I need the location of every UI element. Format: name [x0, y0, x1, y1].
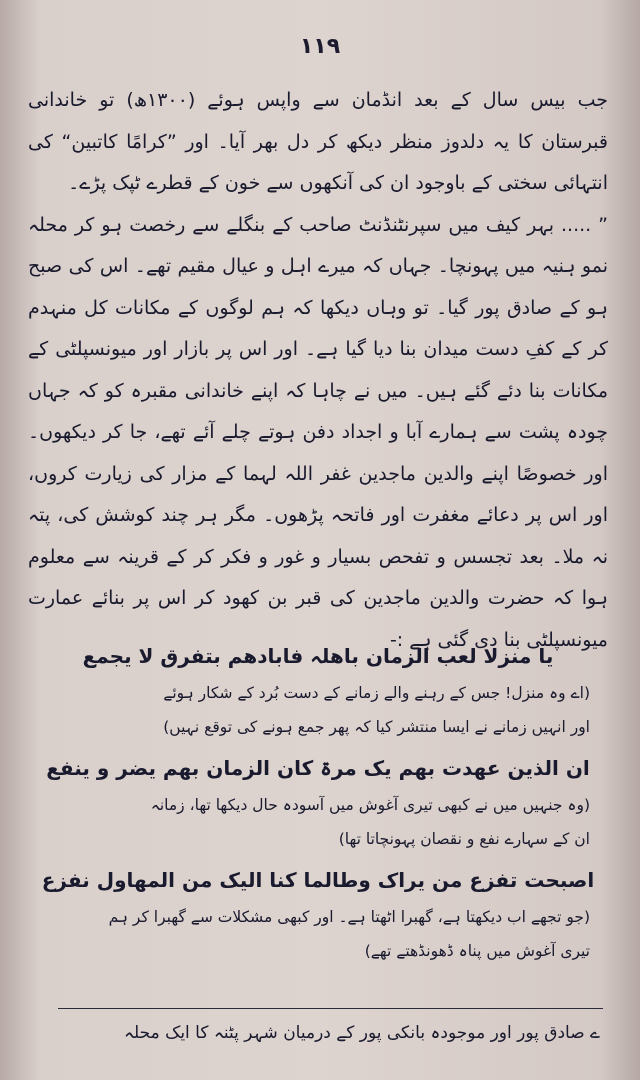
verse-translation-2a: (وہ جنہیں میں نے کبھی تیری آغوش میں آسودہ حال دیکھا تھا، زمانہ [150, 796, 590, 814]
page-number: ۱۱۹ [299, 34, 341, 59]
verse-arabic-2: ان الذین عھدت بھم یک مرۃ کان الزمان بھم یضر و ینفع [46, 756, 590, 780]
verse-arabic-1: یا منزلا لعب الزمان باھلہ فابادھم بتفرق لا یجمع [82, 644, 554, 668]
footnote: ے صادق پور اور موجودہ بانکی پور کے درمیان شہر پٹنہ کا ایک محلہ [124, 1023, 600, 1043]
verse-translation-1a: (اے وہ منزل! جس کے رہنے والے زمانے کے دست بُرد کے شکار ہوئے [163, 684, 590, 702]
main-text [28, 80, 608, 661]
paragraph-return-from-andaman: جب بیس سال کے بعد انڈمان سے واپس ہوئے (۱۳۰۰ھ) تو خاندانی قبرستان کا یہ دلدوز منظر دیکھ کر دل بھر آیا۔ اور ”کرامًا کاتبین“ کی انتہائی سختی کے باوجود ان کی آنکھوں سے خون کے قطرے ٹپک پڑے۔ [28, 89, 608, 194]
arabic-verses [36, 636, 600, 968]
footnote-divider [58, 1008, 603, 1009]
verse-translation-2b: ان کے سہارے نفع و نقصان پہونچاتا تھا) [338, 830, 590, 848]
paragraph-quoted-account: ” ..... بہر کیف میں سپرنٹنڈنٹ صاحب کے بنگلے سے رخصت ہو کر محلہ نمو ہنیہ میں پہونچا۔ جہاں کہ میرے اہل و عیال مقیم تھے۔ اس کی صبح ہو کے صادق پور گیا۔ تو وہاں دیکھا کہ ہم لوگوں کے مکانات کل منہدم کر کے کفِ دست میدان بنا دیا گیا ہے۔ اور اس پر بازار اور میونسپلٹی کے مکانات بنا دئے گئے ہیں۔ میں نے چاہا کہ اپنے خاندانی مقبرہ کو کہ جہاں چودہ پشت سے ہمارے آبا و اجداد دفن ہوتے چلے آئے تھے، جا کر دیکھوں۔ اور خصوصًا اپنے والدین ماجدین غفر اللہ لہما کے مزار کی زیارت کروں، اور اس پر دعائے مغفرت اور فاتحہ پڑھوں۔ مگر ہر چند کوشش کی، پتہ نہ ملا۔ بعد تجسس و تفحص بسیار و غور و فکر کر کے قرینہ سے معلوم ہوا کہ حضرت والدین ماجدین کی قبر بن کھود کر اس پر بنائے عمارت میونسپلٹی بنا دی گئی ہے :- [28, 213, 608, 651]
verse-translation-3a: (جو تجھے اب دیکھتا ہے، گھبرا اٹھتا ہے۔ اور کبھی مشکلات سے گھبرا کر ہم [108, 908, 590, 926]
verse-translation-1b: اور انہیں زمانے نے ایسا منتشر کیا کہ پھر جمع ہونے کی توقع نہیں) [163, 718, 590, 736]
verse-translation-3b: تیری آغوش میں پناہ ڈھونڈھتے تھے) [364, 942, 590, 960]
verse-arabic-3: اصبحت تفزع من یراک وطالما کنا الیک من المھاول نفزع [41, 868, 595, 892]
